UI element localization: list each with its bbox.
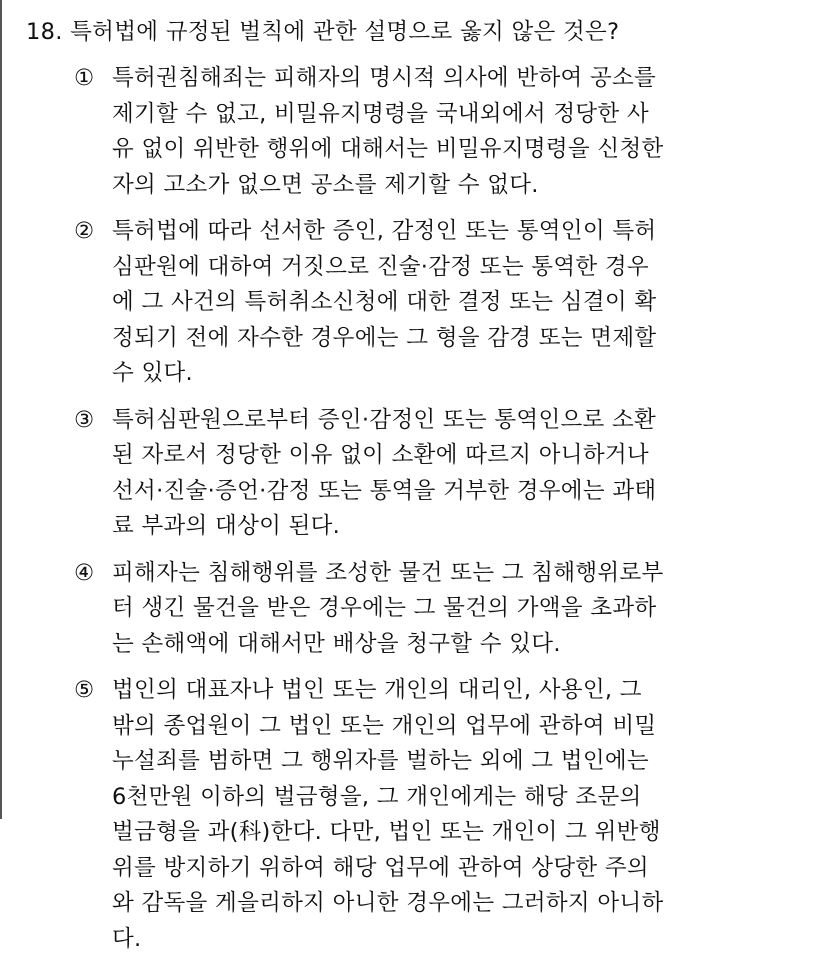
choice-line: 터 생긴 물건을 받은 경우에는 그 물건의 가액을 초과하 (112, 595, 657, 621)
choice-line: 와 감독을 게을리하지 아니한 경우에는 그러하지 아니하 (112, 890, 664, 916)
choice-line: 특허권침해죄는 피해자의 명시적 의사에 반하여 공소를 (112, 65, 657, 91)
choice-line: 특허심판원으로부터 증인·감정인 또는 통역인으로 소환 (112, 406, 657, 433)
choice-2 (74, 214, 774, 392)
choice-marker-4: ④ (74, 559, 95, 586)
choice-line: 유 없이 위반한 행위에 대해서는 비밀유지명령을 신청한 (112, 136, 664, 162)
choice-line: 6천만원 이하의 벌금형을, 그 개인에게는 해당 조문의 (112, 783, 642, 810)
choice-line: 는 손해액에 대해서만 배상을 청구할 수 있다. (112, 630, 561, 657)
question-stem: 18. 특허법에 규정된 벌칙에 관한 설명으로 옳지 않은 것은? (26, 19, 620, 45)
choice-line: 법인의 대표자나 법인 또는 개인의 대리인, 사용인, 그 (112, 677, 642, 703)
choice-line: 정되기 전에 자수한 경우에는 그 형을 감경 또는 면제할 (112, 324, 657, 351)
choice-line: 수 있다. (112, 360, 194, 386)
choice-line: 밖의 종업원이 그 법인 또는 개인의 업무에 관하여 비밀 (112, 712, 657, 739)
choice-line: 선서·진술·증언·감정 또는 통역을 거부한 경우에는 과태 (112, 477, 657, 504)
choice-marker-3: ③ (74, 406, 95, 433)
choice-line: 누설죄를 범하면 그 행위자를 벌하는 외에 그 법인에는 (112, 748, 649, 774)
choice-line: 피해자는 침해행위를 조성한 물건 또는 그 침해행위로부 (112, 559, 664, 586)
choice-1 (74, 61, 774, 203)
choice-line: 벌금형을 과(科)한다. 다만, 법인 또는 개인이 그 위반행 (112, 819, 661, 845)
choice-marker-5: ⑤ (74, 677, 95, 703)
choice-marker-2: ② (74, 218, 95, 244)
choice-line: 된 자로서 정당한 이유 없이 소환에 따르지 아니하거나 (112, 442, 649, 468)
choice-line: 자의 고소가 없으면 공소를 제기할 수 없다. (112, 171, 539, 198)
choice-line: 제기할 수 없고, 비밀유지명령을 국내외에서 정당한 사 (112, 100, 649, 127)
choice-line: 료 부과의 대상이 된다. (112, 513, 341, 539)
choice-list (74, 61, 774, 968)
choice-line: 에 그 사건의 특허취소신청에 대한 결정 또는 심결이 확 (112, 289, 657, 315)
choice-line: 위를 방지하기 위하여 해당 업무에 관하여 상당한 주의 (112, 854, 649, 881)
choice-4 (74, 556, 774, 663)
choice-line: 특허법에 따라 선서한 증인, 감정인 또는 통역인이 특허 (112, 218, 657, 244)
choice-3 (74, 403, 774, 545)
choice-line: 심판원에 대하여 거짓으로 진술·감정 또는 통역한 경우 (112, 253, 649, 280)
choice-marker-1: ① (74, 65, 95, 91)
choice-5 (74, 673, 774, 957)
choice-line: 다. (112, 925, 142, 952)
